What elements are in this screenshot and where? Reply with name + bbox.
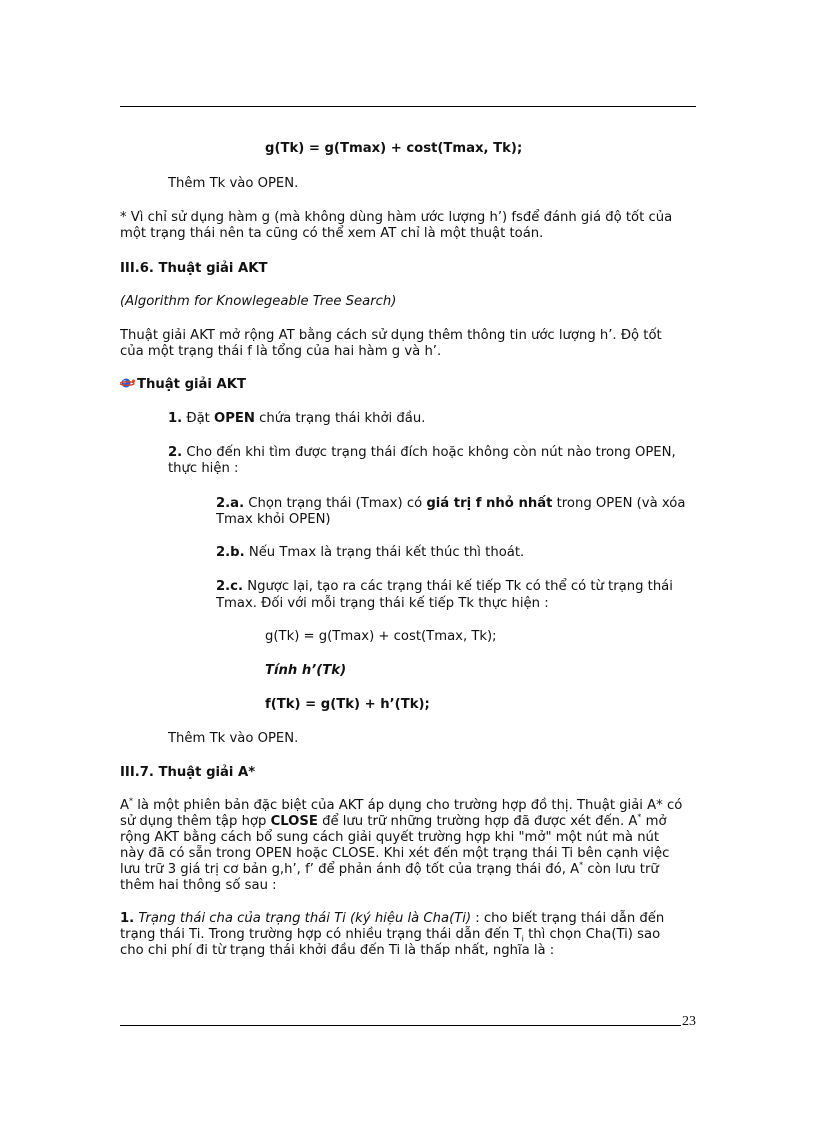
- algorithm-title: Thuật giải AKT: [120, 376, 246, 393]
- a-star-line-3: rộng AKT bằng cách bổ sung cách giải quyết trường hợp khi "mở" một nút mà nút: [120, 830, 660, 845]
- a-star-line-2: sử dụng thêm tập hợp CLOSE để lưu trữ những trường hợp đã được xét đến. A* mở: [120, 812, 667, 829]
- footer-rule: [120, 1025, 681, 1026]
- note-line-2: một trạng thái nên ta cũng có thể xem AT chỉ là một thuật toán.: [120, 226, 544, 241]
- formula-g: g(Tk) = g(Tmax) + cost(Tmax, Tk);: [265, 629, 497, 644]
- step-2c-line-2: Tmax. Đối với mỗi trạng thái kế tiếp Tk thực hiện :: [216, 596, 549, 611]
- item-1-line-3: cho chi phí đi từ trạng thái khởi đầu đến Ti là thấp nhất, nghĩa là :: [120, 943, 555, 958]
- step-1: 1. Đặt OPEN chứa trạng thái khởi đầu.: [168, 411, 426, 426]
- planet-bullet-icon: [120, 377, 136, 389]
- intro-line-1: Thuật giải AKT mở rộng AT bằng cách sử dụng thêm thông tin ước lượng h’. Độ tốt: [120, 328, 662, 343]
- formula-f: f(Tk) = g(Tk) + h’(Tk);: [265, 697, 430, 712]
- step-2c-line-1: 2.c. Ngược lại, tạo ra các trạng thái kế tiếp Tk có thể có từ trạng thái: [216, 579, 673, 594]
- formula-h: Tính h’(Tk): [265, 663, 347, 678]
- step-2-line-1: 2. Cho đến khi tìm được trạng thái đích hoặc không còn nút nào trong OPEN,: [168, 445, 676, 460]
- step-2a-line-1: 2.a. Chọn trạng thái (Tmax) có giá trị f nhỏ nhất trong OPEN (và xóa: [216, 496, 686, 511]
- step-2-line-2: thực hiện :: [168, 461, 239, 476]
- section-7-title: III.7. Thuật giải A*: [120, 765, 256, 780]
- step-2a-line-2: Tmax khỏi OPEN): [216, 512, 331, 527]
- header-rule: [120, 106, 696, 107]
- page-number: 23: [682, 1014, 696, 1029]
- intro-line-2: của một trạng thái f là tổng của hai hàm g và h’.: [120, 344, 442, 359]
- section-6-title: III.6. Thuật giải AKT: [120, 261, 268, 276]
- a-star-line-1: A* là một phiên bản đặc biệt của AKT áp dụng cho trường hợp đồ thị. Thuật giải A* có: [120, 796, 683, 813]
- header-formula: g(Tk) = g(Tmax) + cost(Tmax, Tk);: [265, 141, 523, 156]
- a-star-line-6: thêm hai thông số sau :: [120, 878, 277, 893]
- add-open-line-2: Thêm Tk vào OPEN.: [168, 731, 299, 746]
- item-1-line-2: trạng thái Ti. Trong trường hợp có nhiều trạng thái dẫn đến $T_i$ thì chọn Cha(Ti) sao: [120, 927, 661, 944]
- step-2b: 2.b. Nếu Tmax là trạng thái kết thúc thì thoát.: [216, 545, 525, 560]
- item-1-line-1: 1. Trạng thái cha của trạng thái Ti (ký hiệu là Cha(Ti) : cho biết trạng thái dẫn đến: [120, 911, 665, 926]
- add-open-line-1: Thêm Tk vào OPEN.: [168, 176, 299, 191]
- a-star-line-5: lưu trữ 3 giá trị cơ bản g,h’, f’ để phản ánh độ tốt của trạng thái đó, A* còn lưu trữ: [120, 860, 659, 877]
- a-star-line-4: này đã có sẵn trong OPEN hoặc CLOSE. Khi xét đến một trạng thái Ti bên cạnh việc: [120, 846, 670, 861]
- note-line-1: * Vì chỉ sử dụng hàm g (mà không dùng hàm ước lượng h’) fsđể đánh giá độ tốt của: [120, 210, 673, 225]
- section-6-subtitle: (Algorithm for Knowlegeable Tree Search): [120, 294, 397, 309]
